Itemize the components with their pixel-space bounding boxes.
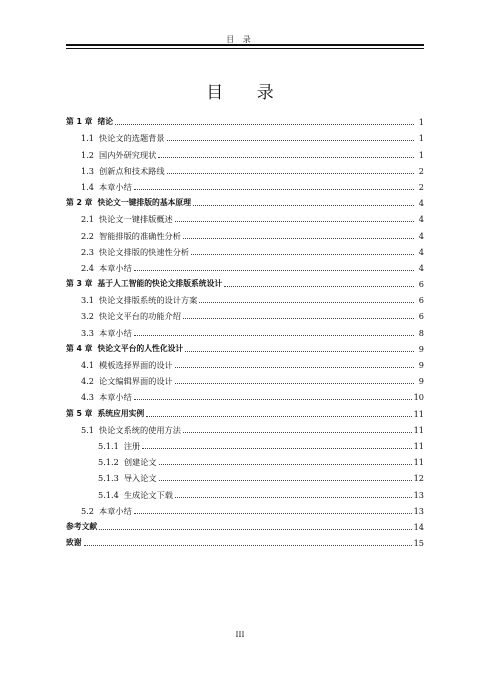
toc-entry-title: 生成论文下载 <box>123 489 173 500</box>
toc-entry[interactable] <box>66 257 424 273</box>
toc-entry-page: 4 <box>418 230 424 241</box>
toc-entry-title: 基于人工智能的快论文排版系统设计 <box>97 279 223 289</box>
toc-entry-page: 10 <box>413 392 424 403</box>
toc-entry[interactable] <box>66 532 424 548</box>
toc-entry[interactable] <box>66 354 424 370</box>
toc-dot-leader <box>115 123 414 125</box>
header-rule-thin <box>66 48 424 49</box>
toc-entry[interactable] <box>66 516 424 532</box>
toc-entry-number: 5.1 <box>81 424 95 435</box>
toc-entry-number: 3.3 <box>81 327 95 338</box>
toc-dot-leader <box>84 544 412 546</box>
toc-entry[interactable] <box>66 305 424 321</box>
toc-entry-number: 2.1 <box>81 214 95 225</box>
table-of-contents <box>66 111 424 548</box>
toc-entry-page: 11 <box>413 457 424 468</box>
toc-entry-page: 9 <box>418 343 424 354</box>
toc-dot-leader <box>191 253 414 255</box>
toc-dot-leader <box>183 237 414 239</box>
toc-entry-page: 1 <box>418 149 424 160</box>
toc-entry-number: 第 4 章 <box>66 343 93 353</box>
toc-entry[interactable] <box>66 483 424 499</box>
toc-entry-number: 4.2 <box>81 376 95 387</box>
toc-entry-page: 6 <box>418 295 424 306</box>
toc-entry-title: 智能排版的准确性分析 <box>99 230 181 241</box>
toc-entry-number: 1.3 <box>81 165 95 176</box>
toc-entry[interactable] <box>66 338 424 354</box>
toc-dot-leader <box>193 204 414 206</box>
toc-entry-number: 3.2 <box>81 311 95 322</box>
toc-entry-page: 1 <box>418 117 424 128</box>
toc-entry[interactable] <box>66 451 424 467</box>
toc-dot-leader <box>175 382 414 384</box>
toc-entry-title: 论文编辑界面的设计 <box>99 376 173 387</box>
toc-entry-number: 第 2 章 <box>66 198 93 208</box>
toc-entry-page: 4 <box>418 262 424 273</box>
toc-entry-title: 本章小结 <box>99 181 132 192</box>
running-header: 目 录 <box>226 35 254 44</box>
toc-entry-page: 13 <box>413 489 424 500</box>
toc-entry-page: 8 <box>418 327 424 338</box>
toc-entry-number: 5.1.1 <box>98 440 119 451</box>
toc-entry[interactable] <box>66 402 424 418</box>
toc-entry[interactable] <box>66 111 424 127</box>
toc-entry-page: 9 <box>418 376 424 387</box>
page-number: III <box>235 630 245 639</box>
toc-dot-leader <box>183 317 414 319</box>
toc-entry-number: 5.1.2 <box>98 457 119 468</box>
toc-entry-page: 12 <box>413 473 424 484</box>
toc-entry[interactable] <box>66 224 424 240</box>
toc-entry-title: 模板选择界面的设计 <box>99 360 173 370</box>
toc-entry-number: 4.1 <box>81 360 95 370</box>
toc-dot-leader <box>134 512 412 514</box>
toc-entry-number: 3.1 <box>81 295 95 306</box>
toc-entry-title: 致谢 <box>66 538 82 548</box>
toc-dot-leader <box>175 220 414 222</box>
toc-entry-title: 本章小结 <box>99 327 132 338</box>
toc-entry[interactable] <box>66 500 424 516</box>
toc-title: 目 录 <box>206 83 288 103</box>
toc-entry-page: 15 <box>413 538 424 549</box>
toc-entry-title: 国内外研究现状 <box>99 149 157 160</box>
toc-entry[interactable] <box>66 370 424 386</box>
toc-entry-title: 快论文平台的功能介绍 <box>99 311 181 322</box>
toc-entry-number: 5.2 <box>81 505 95 516</box>
toc-entry-number: 4.3 <box>81 392 95 403</box>
toc-entry[interactable] <box>66 192 424 208</box>
toc-dot-leader <box>99 528 411 530</box>
toc-entry-number: 第 5 章 <box>66 408 93 418</box>
toc-dot-leader <box>134 269 414 271</box>
toc-entry-title: 快论文一键排版的基本原理 <box>97 198 192 208</box>
toc-entry[interactable] <box>66 289 424 305</box>
toc-entry-page: 11 <box>413 424 424 435</box>
toc-entry[interactable] <box>66 435 424 451</box>
toc-entry[interactable] <box>66 160 424 176</box>
toc-entry-page: 6 <box>418 311 424 322</box>
toc-dot-leader <box>175 496 412 498</box>
toc-entry-title: 系统应用实例 <box>97 408 145 418</box>
toc-dot-leader <box>142 447 411 449</box>
toc-dot-leader <box>159 463 412 465</box>
toc-entry-page: 4 <box>418 246 424 257</box>
toc-entry-page: 4 <box>418 214 424 225</box>
toc-entry[interactable] <box>66 143 424 159</box>
toc-entry-page: 13 <box>413 505 424 516</box>
toc-entry[interactable] <box>66 273 424 289</box>
toc-entry-number: 第 1 章 <box>66 117 93 127</box>
toc-entry-number: 2.3 <box>81 246 95 257</box>
toc-dot-leader <box>158 156 414 158</box>
toc-entry-title: 快论文的选题背景 <box>99 133 165 144</box>
toc-entry-page: 6 <box>418 279 424 290</box>
toc-entry-number: 1.1 <box>81 133 95 144</box>
toc-entry-number: 1.2 <box>81 149 95 160</box>
toc-entry-page: 1 <box>418 133 424 144</box>
toc-entry-page: 2 <box>418 165 424 176</box>
toc-entry-number: 5.1.4 <box>98 489 119 500</box>
toc-dot-leader <box>167 139 414 141</box>
toc-entry[interactable] <box>66 386 424 402</box>
toc-entry-number: 5.1.3 <box>98 473 119 484</box>
toc-dot-leader <box>185 350 414 352</box>
toc-dot-leader <box>146 415 411 417</box>
toc-entry-page: 4 <box>418 198 424 209</box>
toc-entry[interactable] <box>66 241 424 257</box>
toc-entry-page: 2 <box>418 181 424 192</box>
toc-entry-title: 绪论 <box>97 117 114 127</box>
header-rule-thick <box>66 44 424 46</box>
toc-dot-leader <box>159 479 412 481</box>
toc-entry-title: 注册 <box>123 440 141 451</box>
toc-entry-number: 第 3 章 <box>66 279 93 289</box>
toc-entry[interactable] <box>66 419 424 435</box>
toc-dot-leader <box>199 301 414 303</box>
toc-entry-title: 创新点和技术路线 <box>99 165 165 176</box>
toc-entry-title: 本章小结 <box>99 262 132 273</box>
toc-entry-page: 9 <box>418 360 424 370</box>
toc-entry-page: 14 <box>413 521 424 532</box>
toc-dot-leader <box>134 188 414 190</box>
toc-entry[interactable] <box>66 467 424 483</box>
toc-dot-leader <box>183 431 412 433</box>
toc-entry-number: 2.4 <box>81 262 95 273</box>
toc-entry[interactable] <box>66 127 424 143</box>
toc-entry-title: 创建论文 <box>123 457 157 468</box>
toc-entry-title: 快论文平台的人性化设计 <box>97 343 184 353</box>
toc-entry-title: 导入论文 <box>123 473 157 484</box>
toc-entry-number: 2.2 <box>81 230 95 241</box>
toc-entry-title: 快论文排版系统的设计方案 <box>99 295 198 306</box>
toc-entry-title: 本章小结 <box>99 392 132 403</box>
toc-entry-page: 11 <box>413 408 424 419</box>
toc-entry-title: 快论文排版的快速性分析 <box>99 246 190 257</box>
toc-dot-leader <box>175 366 414 368</box>
toc-entry-title: 快论文系统的使用方法 <box>99 424 181 435</box>
toc-dot-leader <box>167 172 414 174</box>
toc-entry-number: 1.4 <box>81 181 95 192</box>
toc-entry-title: 参考文献 <box>66 521 98 531</box>
toc-entry[interactable] <box>66 208 424 224</box>
toc-dot-leader <box>134 398 412 400</box>
toc-entry[interactable] <box>66 176 424 192</box>
toc-dot-leader <box>134 334 414 336</box>
toc-entry-title: 快论文一键排版概述 <box>99 214 173 225</box>
toc-entry[interactable] <box>66 321 424 337</box>
toc-entry-title: 本章小结 <box>99 505 132 516</box>
toc-dot-leader <box>224 285 414 287</box>
toc-entry-page: 11 <box>413 440 424 451</box>
